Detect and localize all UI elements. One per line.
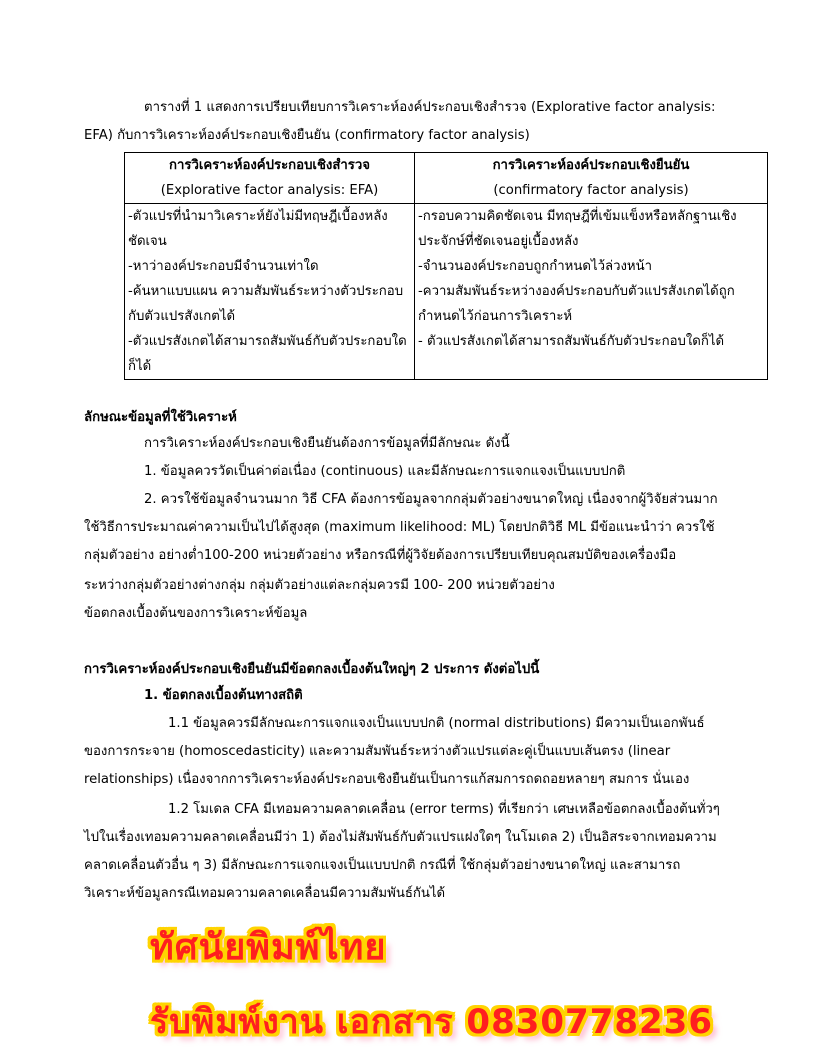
section1-intro: การวิเคราะห์องค์ประกอบเชิงยืนยันต้องการข้อมูลที่มีลักษณะ ดังนี้	[144, 436, 510, 451]
section-heading-assumptions: การวิเคราะห์องค์ประกอบเชิงยืนยันมีข้อตกลงเบื้องต้นใหญ่ๆ 2 ประการ ดังต่อไปนี้	[84, 662, 540, 677]
table-row	[125, 329, 768, 380]
watermark-contact: รับพิมพ์งาน เอกสาร 0830778236	[150, 1002, 713, 1042]
para-1-2-line-4: วิเคราะห์ข้อมูลกรณีเทอมความคลาดเคลื่อนมีความสัมพันธ์กันได้	[84, 886, 446, 901]
section1-item-2-line-2: ใช้วิธีการประมาณค่าความเป็นไปได้สูงสุด (maximum likelihood: ML) โดยปกติวิธี ML มีข้อแนะนำว่า ควรใช้	[84, 520, 715, 535]
section1-item-2-line-1: 2. ควรใช้ข้อมูลจำนวนมาก วิธี CFA ต้องการข้อมูลจากกลุ่มตัวอย่างขนาดใหญ่ เนื่องจากผู้วิจัยส่วนมาก	[144, 492, 718, 507]
table-caption-line-2: EFA) กับการวิเคราะห์องค์ประกอบเชิงยืนยัน (confirmatory factor analysis)	[84, 128, 530, 143]
table-cell: - ตัวแปรสังเกตได้สามารถสัมพันธ์กับตัวประกอบใดก็ได้	[415, 329, 768, 380]
table-row	[125, 279, 768, 329]
table-header-cfa	[415, 153, 768, 204]
header-efa-sub: (Explorative factor analysis: EFA)	[160, 183, 379, 198]
table-row	[125, 254, 768, 279]
para-1-1-line-3: relationships) เนื่องจากการวิเคราะห์องค์ประกอบเชิงยืนยันเป็นการแก้สมการถดถอยหลายๆ สมการ นั่นเอง	[84, 772, 690, 787]
table-cell: -กรอบความคิดชัดเจน มีทฤษฎีที่เข้มแข็งหรือหลักฐานเชิงประจักษ์ที่ชัดเจนอยู่เบื้องหลัง	[415, 204, 768, 255]
header-efa-title: การวิเคราะห์องค์ประกอบเชิงสำรวจ	[168, 158, 371, 173]
header-cfa-sub: (confirmatory factor analysis)	[493, 183, 689, 198]
table-cell: -ค้นหาแบบแผน ความสัมพันธ์ระหว่างตัวประกอบกับตัวแปรสังเกตได้	[125, 279, 415, 329]
section-heading-data-characteristics: ลักษณะข้อมูลที่ใช้วิเคราะห์	[84, 410, 237, 425]
table-cell: -ตัวแปรที่นำมาวิเคราะห์ยังไม่มีทฤษฎีเบื้องหลังชัดเจน	[125, 204, 415, 255]
section1-item-1: 1. ข้อมูลควรวัดเป็นค่าต่อเนื่อง (continuous) และมีลักษณะการแจกแจงเป็นแบบปกติ	[144, 464, 626, 479]
para-1-1-line-1: 1.1 ข้อมูลควรมีลักษณะการแจกแจงเป็นแบบปกติ (normal distributions) มีความเป็นเอกพันธ์	[168, 716, 705, 731]
section1-closing: ข้อตกลงเบื้องต้นของการวิเคราะห์ข้อมูล	[84, 606, 308, 621]
table-cell: -ความสัมพันธ์ระหว่างองค์ประกอบกับตัวแปรสังเกตได้ถูกกำหนดไว้ก่อนการวิเคราะห์	[415, 279, 768, 329]
para-1-2-line-3: คลาดเคลื่อนตัวอื่น ๆ 3) มีลักษณะการแจกแจงเป็นแบบปกติ กรณีที่ ใช้กลุ่มตัวอย่างขนาดใหญ่ และสามารถ	[84, 858, 681, 873]
header-cfa-title: การวิเคราะห์องค์ประกอบเชิงยืนยัน	[492, 158, 690, 173]
comparison-table	[124, 152, 768, 380]
table-cell: -จำนวนองค์ประกอบถูกกำหนดไว้ล่วงหน้า	[415, 254, 768, 279]
subsection-statistical-assumptions: 1. ข้อตกลงเบื้องต้นทางสถิติ	[144, 688, 303, 703]
table-cell: -ตัวแปรสังเกตได้สามารถสัมพันธ์กับตัวประกอบใดก็ได้	[125, 329, 415, 380]
table-caption-line-1: ตารางที่ 1 แสดงการเปรียบเทียบการวิเคราะห์องค์ประกอบเชิงสำรวจ (Explorative factor analysis:	[144, 100, 716, 115]
para-1-2-line-2: ไปในเรื่องเทอมความคลาดเคลื่อนมีว่า 1) ต้องไม่สัมพันธ์กับตัวแปรแฝงใดๆ ในโมเดล 2) เป็นอิสระจากเทอมความ	[84, 830, 717, 845]
table-header-efa	[125, 153, 415, 204]
section1-item-2-line-4: ระหว่างกลุ่มตัวอย่างต่างกลุ่ม กลุ่มตัวอย่างแต่ละกลุ่มควรมี 100- 200 หน่วยตัวอย่าง	[84, 578, 555, 593]
section1-item-2-line-3: กลุ่มตัวอย่าง อย่างต่ำ100-200 หน่วยตัวอย่าง หรือกรณีที่ผู้วิจัยต้องการเปรียบเทียบคุณสมบัติของเครื่องมือ	[84, 548, 677, 563]
para-1-1-line-2: ของการกระจาย (homoscedasticity) และความสัมพันธ์ระหว่างตัวแปรแต่ละคู่เป็นแบบเส้นตรง (linear	[84, 744, 671, 759]
table-row	[125, 204, 768, 255]
para-1-2-line-1: 1.2 โมเดล CFA มีเทอมความคลาดเคลื่อน (error terms) ที่เรียกว่า เศษเหลือข้อตกลงเบื้องต้นทั่วๆ	[168, 802, 720, 817]
watermark-shop-name: ทัศนัยพิมพ์ไทย	[150, 927, 387, 968]
table-cell: -หาว่าองค์ประกอบมีจำนวนเท่าใด	[125, 254, 415, 279]
